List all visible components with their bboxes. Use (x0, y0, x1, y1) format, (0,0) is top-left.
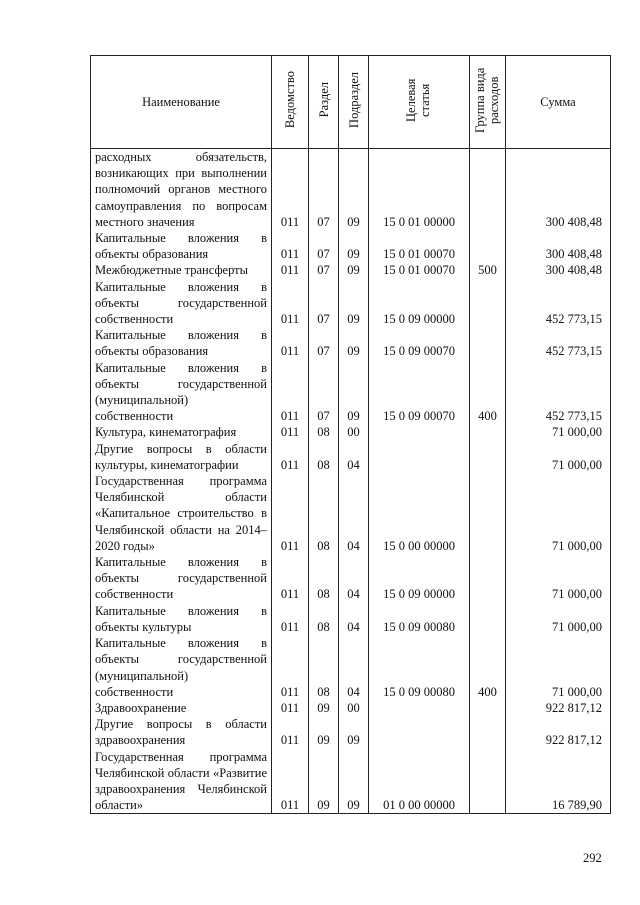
row-target: 15 0 01 00070 (369, 230, 470, 262)
row-target (369, 716, 470, 748)
row-ved: 011 (272, 262, 309, 278)
header-target: Целевая статья (369, 56, 470, 149)
table-row (91, 424, 611, 440)
row-sum: 71 000,00 (506, 603, 611, 635)
row-group: 400 (470, 360, 506, 425)
row-sum: 922 817,12 (506, 700, 611, 716)
row-sum: 71 000,00 (506, 473, 611, 554)
row-razdel: 07 (309, 327, 339, 359)
header-ved: Ведомство (272, 56, 309, 149)
row-name: Другие вопросы в области здравоохранения (91, 716, 272, 748)
row-group (470, 230, 506, 262)
row-sum: 300 408,48 (506, 149, 611, 231)
row-razdel: 08 (309, 554, 339, 603)
row-razdel: 08 (309, 441, 339, 473)
row-name: Капитальные вложения в объекты государственной собственности (91, 554, 272, 603)
row-group (470, 749, 506, 814)
header-podrazdel: Подраздел (339, 56, 369, 149)
row-razdel: 09 (309, 716, 339, 748)
header-row (91, 56, 611, 149)
header-name: Наименование (91, 56, 272, 149)
row-podrazdel: 09 (339, 716, 369, 748)
row-podrazdel: 09 (339, 262, 369, 278)
budget-table (90, 55, 611, 814)
row-group (470, 424, 506, 440)
row-podrazdel: 04 (339, 635, 369, 700)
row-ved: 011 (272, 749, 309, 814)
row-sum: 71 000,00 (506, 635, 611, 700)
row-ved: 011 (272, 473, 309, 554)
row-podrazdel: 09 (339, 360, 369, 425)
row-podrazdel: 04 (339, 473, 369, 554)
table-row (91, 230, 611, 262)
row-ved: 011 (272, 279, 309, 328)
row-sum: 452 773,15 (506, 360, 611, 425)
table-body (91, 149, 611, 814)
row-sum: 16 789,90 (506, 749, 611, 814)
row-name: Другие вопросы в области культуры, кинематографии (91, 441, 272, 473)
row-razdel: 07 (309, 230, 339, 262)
row-group: 400 (470, 635, 506, 700)
row-ved: 011 (272, 424, 309, 440)
row-razdel: 08 (309, 635, 339, 700)
row-ved: 011 (272, 603, 309, 635)
row-group (470, 554, 506, 603)
row-podrazdel: 04 (339, 603, 369, 635)
page-number: 292 (583, 851, 602, 865)
row-razdel: 09 (309, 749, 339, 814)
row-name: Капитальные вложения в объекты образования (91, 230, 272, 262)
row-podrazdel: 04 (339, 441, 369, 473)
row-razdel: 07 (309, 262, 339, 278)
row-target: 15 0 09 00070 (369, 327, 470, 359)
row-sum: 71 000,00 (506, 424, 611, 440)
row-razdel: 08 (309, 424, 339, 440)
row-podrazdel: 00 (339, 424, 369, 440)
row-name: Капитальные вложения в объекты государственной (муниципальной) собственности (91, 360, 272, 425)
row-podrazdel: 09 (339, 749, 369, 814)
row-podrazdel: 09 (339, 149, 369, 231)
row-razdel: 07 (309, 279, 339, 328)
row-group (470, 327, 506, 359)
row-target: 15 0 01 00000 (369, 149, 470, 231)
row-name: Капитальные вложения в объекты культуры (91, 603, 272, 635)
row-razdel: 07 (309, 149, 339, 231)
row-target (369, 424, 470, 440)
header-razdel: Раздел (309, 56, 339, 149)
row-sum: 71 000,00 (506, 554, 611, 603)
table-row (91, 700, 611, 716)
row-target: 01 0 00 00000 (369, 749, 470, 814)
row-target: 15 0 09 00070 (369, 360, 470, 425)
row-ved: 011 (272, 360, 309, 425)
row-name: Капитальные вложения в объекты государственной (муниципальной) собственности (91, 635, 272, 700)
row-name: Капитальные вложения в объекты образования (91, 327, 272, 359)
row-group (470, 441, 506, 473)
row-group: 500 (470, 262, 506, 278)
table-row (91, 149, 611, 231)
row-sum: 300 408,48 (506, 262, 611, 278)
table-row (91, 473, 611, 554)
row-group (470, 603, 506, 635)
row-ved: 011 (272, 230, 309, 262)
row-name: Культура, кинематография (91, 424, 272, 440)
table-row (91, 262, 611, 278)
row-razdel: 07 (309, 360, 339, 425)
row-ved: 011 (272, 327, 309, 359)
row-sum: 922 817,12 (506, 716, 611, 748)
row-sum: 300 408,48 (506, 230, 611, 262)
row-razdel: 08 (309, 603, 339, 635)
row-ved: 011 (272, 554, 309, 603)
row-name: Межбюджетные трансферты (91, 262, 272, 278)
row-name: расходных обязательств, возникающих при выполнении полномочий органов местного самоуправления по вопросам местного значения (91, 149, 272, 231)
row-group (470, 473, 506, 554)
row-razdel: 08 (309, 473, 339, 554)
row-group (470, 716, 506, 748)
row-ved: 011 (272, 700, 309, 716)
row-target: 15 0 09 00080 (369, 603, 470, 635)
header-sum: Сумма (506, 56, 611, 149)
row-ved: 011 (272, 149, 309, 231)
table-row (91, 327, 611, 359)
row-podrazdel: 09 (339, 230, 369, 262)
row-ved: 011 (272, 441, 309, 473)
row-sum: 452 773,15 (506, 327, 611, 359)
row-podrazdel: 00 (339, 700, 369, 716)
row-group (470, 700, 506, 716)
budget-table-page (90, 55, 610, 814)
table-row (91, 635, 611, 700)
row-target (369, 700, 470, 716)
row-name: Здравоохранение (91, 700, 272, 716)
row-name: Капитальные вложения в объекты государственной собственности (91, 279, 272, 328)
row-target: 15 0 09 00000 (369, 554, 470, 603)
row-ved: 011 (272, 635, 309, 700)
row-name: Государственная программа Челябинской области «Капитальное строительство в Челябинской области на 2014–2020 годы» (91, 473, 272, 554)
row-target: 15 0 09 00080 (369, 635, 470, 700)
row-target (369, 441, 470, 473)
row-podrazdel: 04 (339, 554, 369, 603)
table-row (91, 716, 611, 748)
row-group (470, 149, 506, 231)
row-name: Государственная программа Челябинской области «Развитие здравоохранения Челябинской области» (91, 749, 272, 814)
row-target: 15 0 01 00070 (369, 262, 470, 278)
header-group: Группа вида расходов (470, 56, 506, 149)
table-row (91, 603, 611, 635)
row-podrazdel: 09 (339, 279, 369, 328)
row-podrazdel: 09 (339, 327, 369, 359)
table-row (91, 360, 611, 425)
table-row (91, 554, 611, 603)
row-group (470, 279, 506, 328)
row-ved: 011 (272, 716, 309, 748)
table-row (91, 749, 611, 814)
row-sum: 452 773,15 (506, 279, 611, 328)
table-row (91, 279, 611, 328)
row-razdel: 09 (309, 700, 339, 716)
row-sum: 71 000,00 (506, 441, 611, 473)
table-row (91, 441, 611, 473)
row-target: 15 0 09 00000 (369, 279, 470, 328)
row-target: 15 0 00 00000 (369, 473, 470, 554)
